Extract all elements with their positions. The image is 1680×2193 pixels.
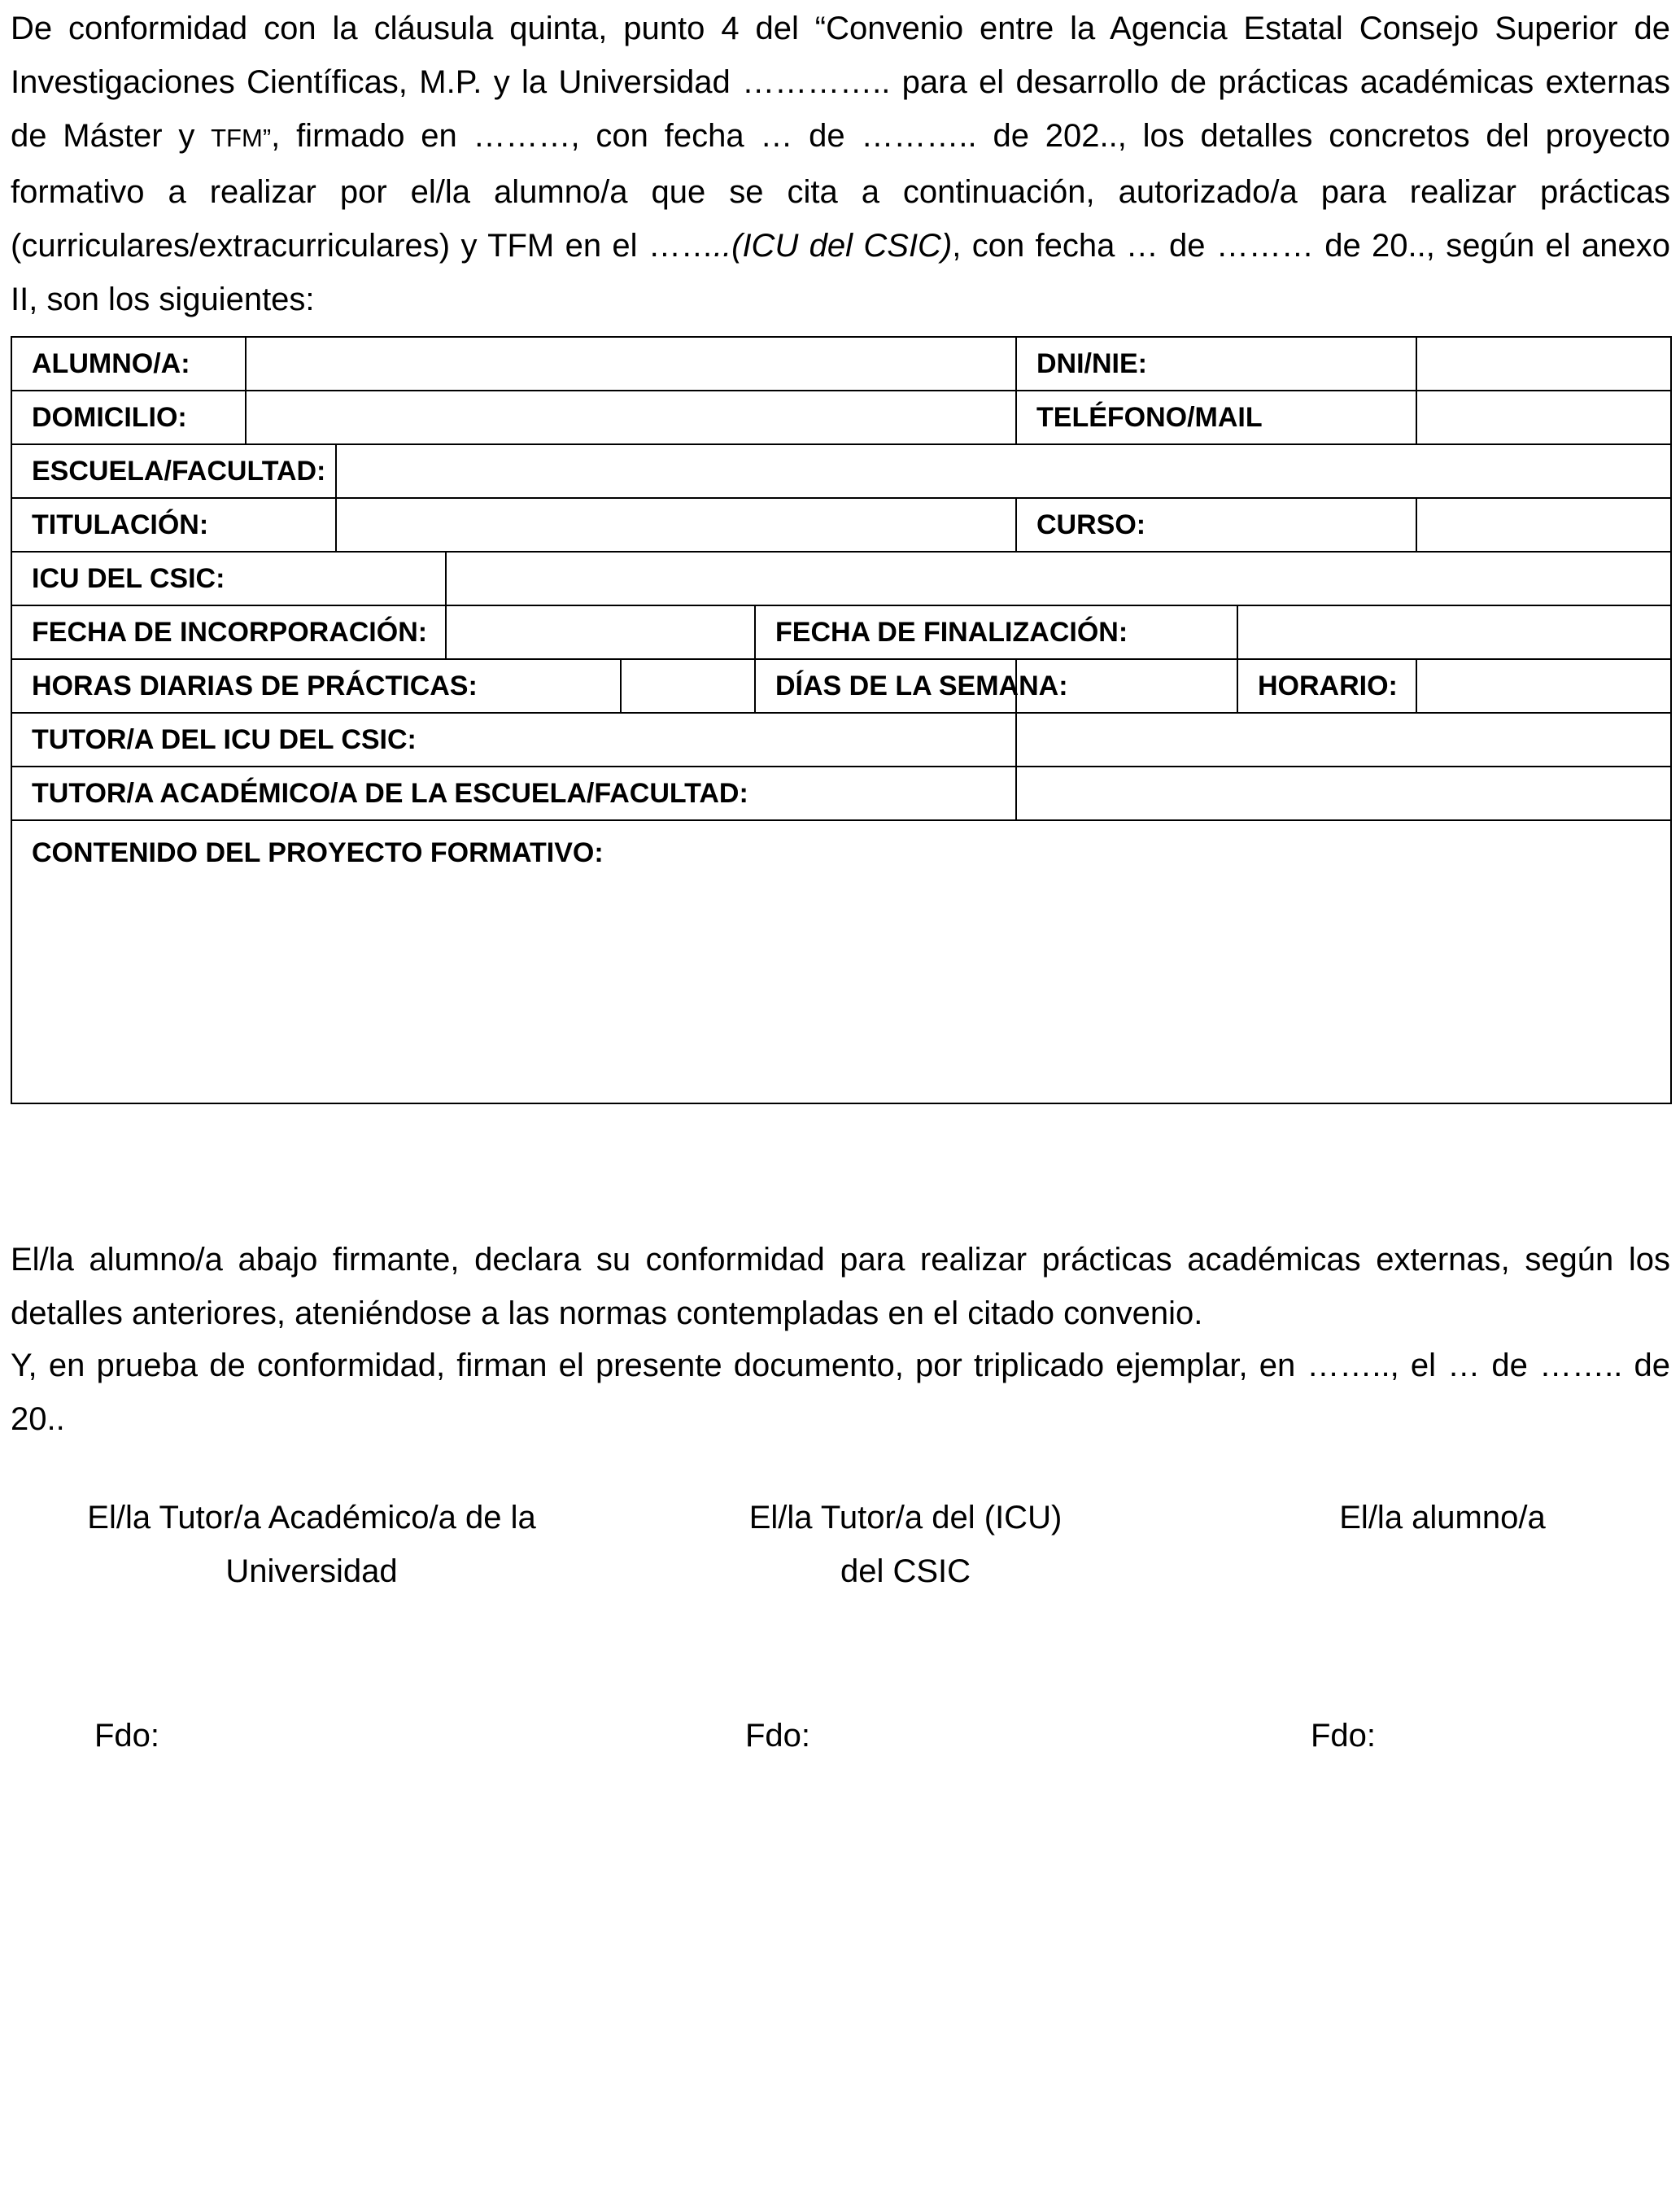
form-row-tutor-academico <box>11 767 1671 820</box>
field-fecha-incorporacion[interactable] <box>446 605 755 659</box>
label-horario: HORARIO: <box>1237 659 1416 713</box>
field-dni[interactable] <box>1416 337 1671 391</box>
label-tutor-icu: TUTOR/A DEL ICU DEL CSIC: <box>11 713 1016 767</box>
form-row-icu <box>11 552 1671 605</box>
signature-tutor-icu-line2: del CSIC <box>840 1553 971 1589</box>
form-row-domicilio <box>11 391 1671 444</box>
field-escuela[interactable] <box>336 444 1671 498</box>
field-tutor-academico[interactable] <box>1016 767 1671 820</box>
label-icu: ICU DEL CSIC: <box>11 552 446 605</box>
intro-text-1: De conformidad con la cláusula quinta, punto 4 del “Convenio entre la Agencia Estatal Consejo Superior de Investigaciones Científicas, M.P. y la Universidad ………….. para el desarrollo de prácticas académicas externas de Máster y <box>11 11 1670 154</box>
intro-italic-icu: ..(ICU del CSIC) <box>713 228 953 264</box>
fdo-alumno: Fdo: <box>1311 1718 1377 1754</box>
label-fecha-finalizacion: FECHA DE FINALIZACIÓN: <box>755 605 1237 659</box>
field-fecha-finalizacion[interactable] <box>1237 605 1671 659</box>
field-curso[interactable] <box>1416 498 1671 552</box>
label-domicilio: DOMICILIO: <box>11 391 246 444</box>
form-row-contenido <box>11 820 1671 1103</box>
label-alumno: ALUMNO/A: <box>11 337 246 391</box>
closing-paragraph-2: Y, en prueba de conformidad, firman el presente documento, por triplicado ejemplar, en …….., el … de …….. de 20.. <box>11 1348 1670 1437</box>
field-contenido-proyecto[interactable] <box>11 820 1671 1103</box>
field-alumno[interactable] <box>246 337 1016 391</box>
field-telefono[interactable] <box>1416 391 1671 444</box>
label-telefono: TELÉFONO/MAIL <box>1016 391 1416 444</box>
signature-tutor-icu <box>710 1491 1101 1598</box>
signature-alumno-line1: El/la alumno/a <box>1339 1500 1546 1536</box>
form-row-alumno <box>11 337 1671 391</box>
signature-tutor-academico <box>59 1491 564 1598</box>
label-horas-diarias: HORAS DIARIAS DE PRÁCTICAS: <box>11 659 621 713</box>
signature-alumno <box>1296 1491 1589 1544</box>
field-domicilio[interactable] <box>246 391 1016 444</box>
label-fecha-incorporacion: FECHA DE INCORPORACIÓN: <box>11 605 446 659</box>
field-tutor-icu[interactable] <box>1016 713 1671 767</box>
label-dias-semana: DÍAS DE LA SEMANA: <box>755 659 1016 713</box>
label-titulacion: TITULACIÓN: <box>11 498 336 552</box>
project-form-table <box>11 336 1672 1104</box>
form-row-tutor-icu <box>11 713 1671 767</box>
field-icu[interactable] <box>446 552 1671 605</box>
intro-tfm: TFM” <box>211 124 272 152</box>
label-curso: CURSO: <box>1016 498 1416 552</box>
closing-paragraph-1: El/la alumno/a abajo firmante, declara su conformidad para realizar prácticas académicas externas, según los detalles anteriores, ateniéndose a las normas contempladas en el citado convenio. <box>11 1242 1670 1331</box>
fdo-tutor-icu: Fdo: <box>745 1718 811 1754</box>
label-dni: DNI/NIE: <box>1016 337 1416 391</box>
form-row-horas <box>11 659 1671 713</box>
fdo-tutor-academico: Fdo: <box>94 1718 160 1754</box>
form-row-fechas <box>11 605 1671 659</box>
field-horario[interactable] <box>1416 659 1671 713</box>
label-contenido-proyecto: CONTENIDO DEL PROYECTO FORMATIVO: <box>32 837 604 868</box>
label-escuela: ESCUELA/FACULTAD: <box>11 444 336 498</box>
signature-tutor-icu-line1: El/la Tutor/a del (ICU) <box>748 1500 1063 1536</box>
intro-text-3: , con fecha … de ……… de 20.., según el anexo II, son los siguientes: <box>11 228 1670 317</box>
signature-tutor-academico-line1: El/la Tutor/a Académico/a de la <box>87 1500 536 1536</box>
field-titulacion[interactable] <box>336 498 1016 552</box>
intro-text-2: , firmado en ………, con fecha … de ……….. de 202.., los detalles concretos del proyecto formativo a realizar por el/la alumno/a que se cita a continuación, autorizado/a para realizar prácticas (curriculares/extracurriculares) y TFM en el …… <box>11 118 1670 264</box>
form-row-titulacion <box>11 498 1671 552</box>
field-horas-diarias[interactable] <box>621 659 755 713</box>
form-row-escuela <box>11 444 1671 498</box>
intro-paragraph <box>11 2 1670 326</box>
label-tutor-academico: TUTOR/A ACADÉMICO/A DE LA ESCUELA/FACULTAD: <box>11 767 1016 820</box>
signature-tutor-academico-line2: Universidad <box>225 1553 398 1589</box>
